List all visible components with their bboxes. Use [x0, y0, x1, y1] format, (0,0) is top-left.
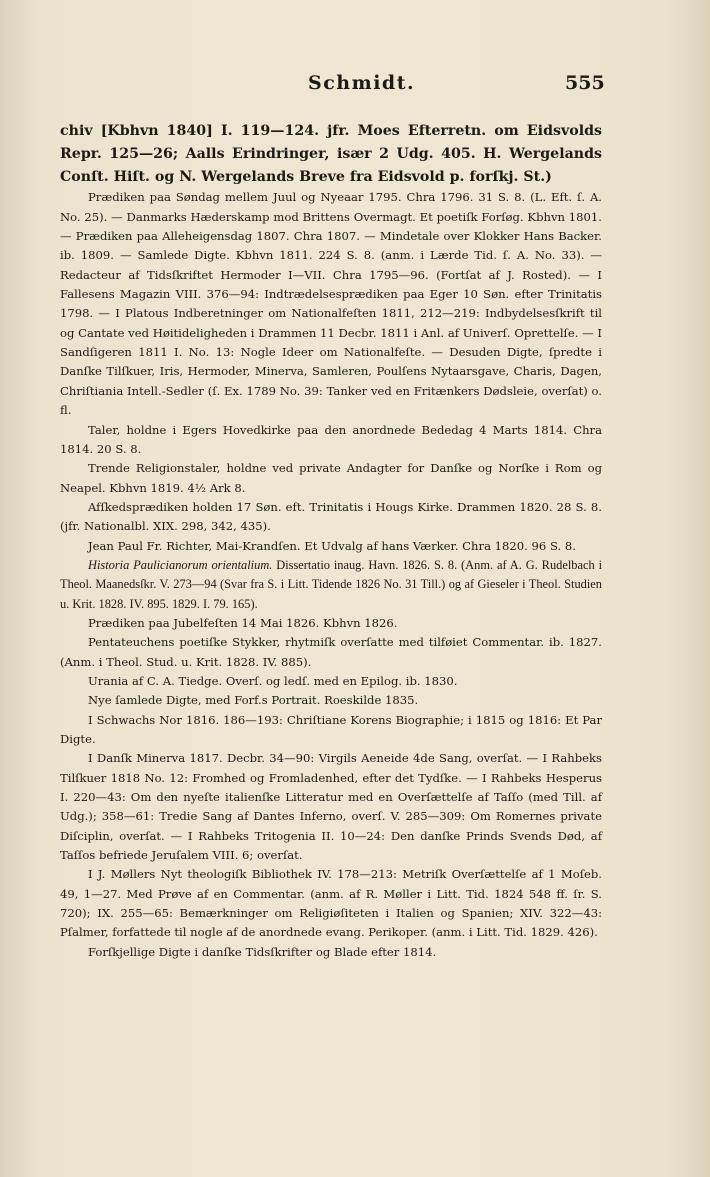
bibliography-entry: Trende Religionstaler, holdne ved private Andagter for Danſke og Norſke i Rom og Neapel. Kbhvn 1819. 4½ Ark 8. — [60, 461, 602, 495]
page-number: 555 — [565, 72, 605, 94]
bibliography-entry: Nye ſamlede Digte, med Forf.s Portrait. Roeskilde 1835. — [88, 693, 419, 708]
bibliography-entry: Pentateuchens poetiſke Stykker, rhytmiſk overſatte med tilføiet Commentar. ib. 1827. (Anm. i Theol. Stud. u. Krit. 1828. IV. 885). — [60, 635, 602, 669]
bibliography-list — [60, 188, 602, 962]
page-body — [60, 120, 602, 962]
running-title: Schmidt. — [308, 72, 416, 94]
bibliography-entry-latin — [60, 556, 602, 614]
bibliography-entry: Jean Paul Fr. Richter, Mai-Krandſen. Et Udvalg af hans Værker. Chra 1820. 96 S. 8. — [88, 538, 576, 553]
bibliography-entry: Urania af C. A. Tiedge. Overſ. og ledſ. med en Epilog. ib. 1830. — [88, 673, 458, 688]
latin-title: Historia Paulicianorum orientalium. — [88, 557, 273, 572]
bibliography-entry: I J. Møllers Nyt theologiſk Bibliothek IV. 178—213: Metriſk Overſættelſe af 1 Moſeb. 49, 1—27. Med Prøve af en Commentar. (anm. af R. Møller i Litt. Tid. 1824 548 ff. ſr. S. 720); IX. 255—65: Bemærkninger om Religiøſiteten i Italien og Spanien; XIV. 322—43: Pſalmer, forfattede til nogle af de anordnede evang. Perikoper. (anm. i Litt. Tid. 1829. 426). — [60, 867, 602, 940]
bibliography-entry: Prædiken paa Jubelfeſten 14 Mai 1826. Kbhvn 1826. — [88, 615, 398, 630]
bibliography-entry: I Danſk Minerva 1817. Decbr. 34—90: Virgils Aeneide 4de Sang, overſat. — I Rahbeks Tilſkuer 1818 No. 12: Fromhed og Fromladenhed, efter det Tydſke. — I Rahbeks Hesperus I. 220—43: Om den nyeſte italienſke Litteratur med en Overſættelſe af Taſſo (med Till. af Udg.); 358—61: Tredie Sang af Dantes Inferno, overſ. V. 285—309: Om Romernes private Diſciplin, overſat. — I Rahbeks Tritogenia II. 10—24: Den danſke Prinds Svends Død, af Taſſos befriede Jeruſalem VIII. 6; overſat. — [60, 751, 602, 863]
page-header — [0, 72, 710, 100]
latin-details: Dissertatio inaug. Havn. 1826. S. 8. (Anm. af A. G. Rudelbach i Theol. Maanedsſkr. V. 273—94 (Svar fra S. i Litt. Tidende 1826 No. 31 Till.) og af Gieseler i Theol. Studien u. Krit. 1828. IV. 895. 1829. I. 79. 165). — [60, 557, 603, 611]
lead-paragraph: chiv [Kbhvn 1840] I. 119—124. jfr. Moes Efterretn. om Eidsvolds Repr. 125—26; Aalls Erindringer, især 2 Udg. 405. H. Wergelands Conſt. Hiſt. og N. Wergelands Breve fra Eidsvold p. forſkj. St.) — [60, 123, 602, 185]
lead-section — [60, 120, 602, 188]
bibliography-entry: Forſkjellige Digte i danſke Tidsſkrifter og Blade efter 1814. — [88, 944, 437, 959]
bibliography-entry: Prædiken paa Søndag mellem Juul og Nyeaar 1795. Chra 1796. 31 S. 8. (L. Eft. ſ. A. No. 25). — Danmarks Hæderskamp mod Brittens Overmagt. Et poetiſk Forſøg. Kbhvn 1801. — Prædiken paa Alleheigensdag 1807. Chra 1807. — Mindetale over Klokker Hans Backer. ib. 1809. — Samlede Digte. Kbhvn 1811. 224 S. 8. (anm. i Lærde Tid. ſ. A. No. 33). — Redacteur af Tidsſkriftet Hermoder I—VII. Chra 1795—96. (Fortſat af J. Rosted). — I Fallesens Magazin VIII. 376—94: Indtrædelsesprædiken paa Eger 10 Søn. efter Trinitatis 1798. — I Platous Indberetninger om Nationalfeſten 1811, 212—219: Indbydelsesſkrift til og Cantate ved Høitideligheden i Drammen 11 Decbr. 1811 i Anl. af Univerſ. Oprettelſe. — I Sandſigeren 1811 I. No. 13: Nogle Ideer om Nationalfeſte. — Desuden Digte, ſpredte i Danſke Tilſkuer, Iris, Hermoder, Minerva, Samleren, Poulſens Nytaarsgave, Charis, Dagen, Chriſtiania Intell.-Sedler (ſ. Ex. 1789 No. 39: Tanker ved en Fritænkers Dødsleie, overſat) o. fl. — [60, 190, 602, 418]
bibliography-entry: Taler, holdne i Egers Hovedkirke paa den anordnede Bededag 4 Marts 1814. Chra 1814. 20 S. 8. — [60, 422, 602, 456]
bibliography-entry: I Schwachs Nor 1816. 186—193: Chriſtiane Korens Biographie; i 1815 og 1816: Et Par Digte. — [60, 712, 602, 747]
bibliography-entry: Afſkedsprædiken holden 17 Søn. eft. Trinitatis i Hougs Kirke. Drammen 1820. 28 S. 8. (jfr. Nationalbl. XIX. 298, 342, 435). — [60, 499, 602, 534]
